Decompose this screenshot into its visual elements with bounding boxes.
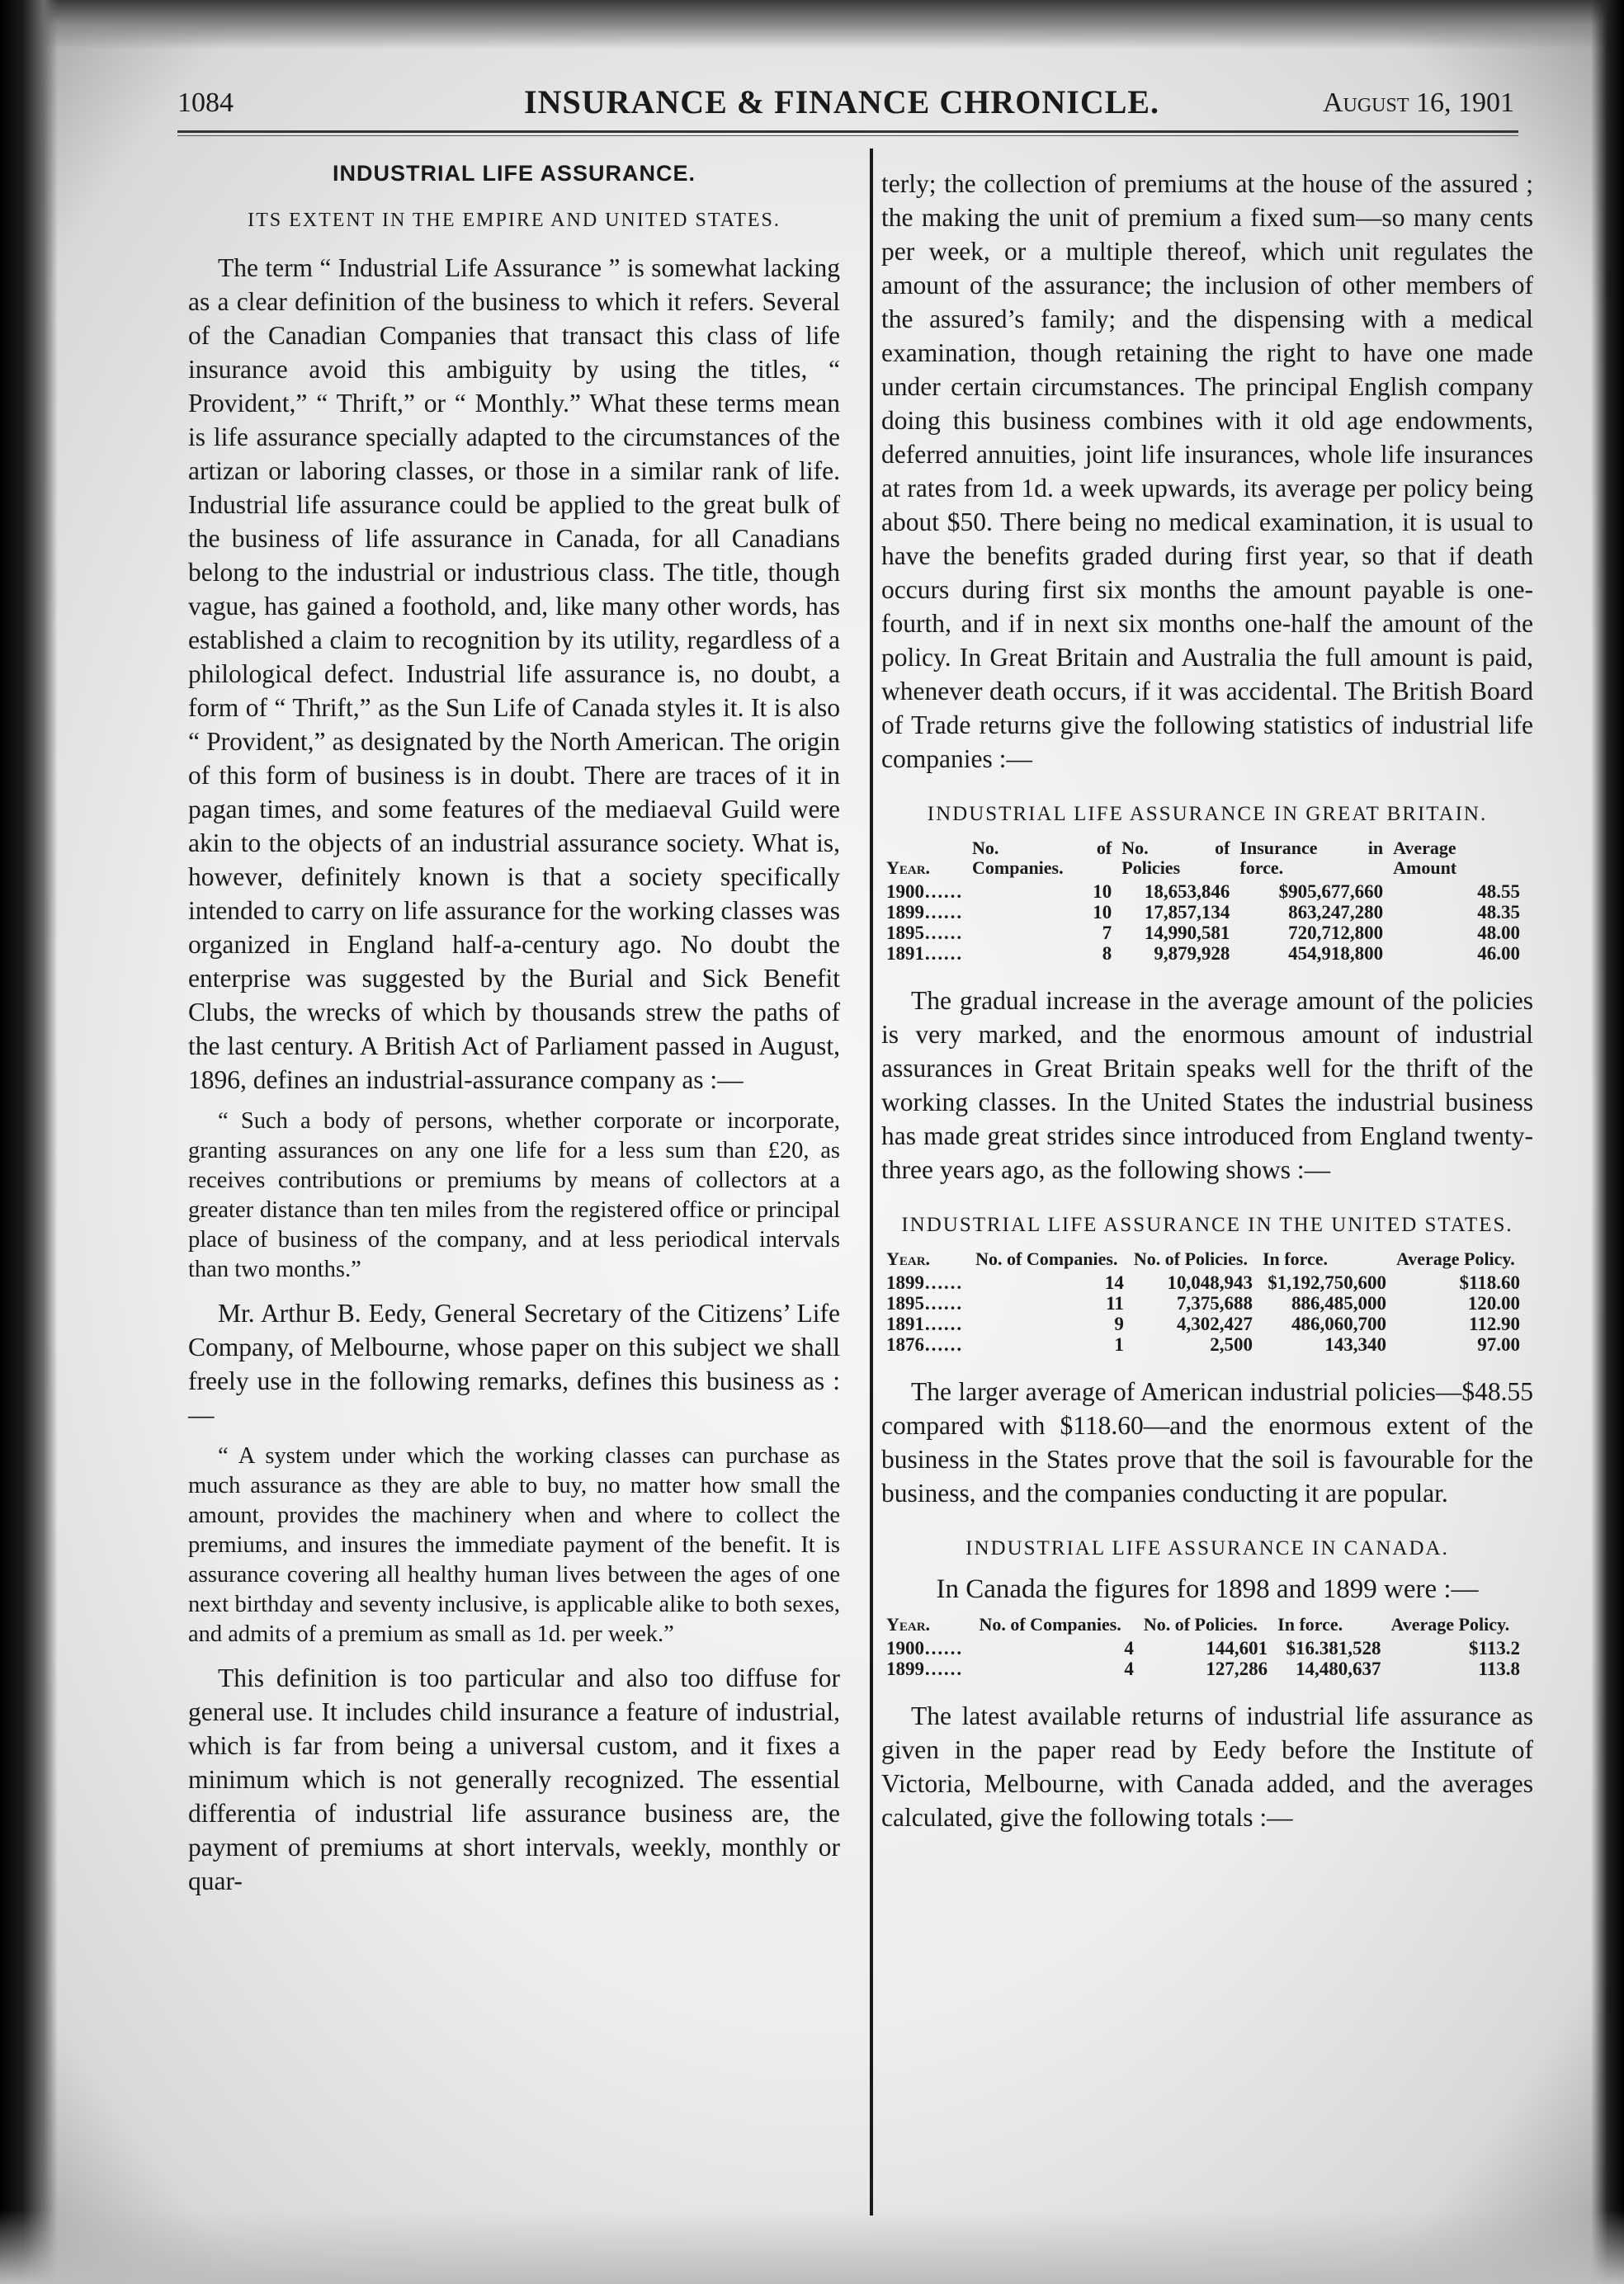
journal-title: INSURANCE & FINANCE CHRONICLE. — [524, 83, 1160, 120]
cell: 11 — [1106, 1293, 1124, 1314]
table-row — [881, 1293, 1525, 1314]
cell: 1895…… — [886, 923, 962, 943]
column-header: Average Policy. — [1395, 1248, 1515, 1269]
cell: 46.00 — [1477, 943, 1520, 964]
column-header: No. of Policies — [1121, 838, 1230, 878]
column-header: Year. — [886, 1614, 931, 1635]
table-title-canada: INDUSTRIAL LIFE ASSURANCE IN CANADA. — [965, 1537, 1449, 1560]
column-header: Year. — [886, 857, 931, 878]
cell: $905,677,660 — [1278, 881, 1384, 902]
cell: 97.00 — [1477, 1334, 1520, 1355]
cell: 4 — [1124, 1659, 1134, 1679]
column-header: No. of Companies. — [972, 838, 1112, 878]
cell: 1876…… — [886, 1334, 962, 1355]
cell: 127,286 — [1206, 1659, 1268, 1679]
column-header: In force. — [1277, 1614, 1343, 1635]
paragraph: Mr. Arthur B. Eedy, General Secretary of the Citizens’ Life Company, of Melbourne, whose paper on this subject we shall freely use in the following remarks, defines this business as :— — [188, 1299, 840, 1429]
cell: 48.35 — [1477, 902, 1520, 923]
cell: 7 — [1102, 923, 1112, 943]
cell: 454,918,800 — [1288, 943, 1384, 964]
cell: 14 — [1104, 1272, 1124, 1293]
cell: 4 — [1124, 1638, 1134, 1659]
article-subtitle: ITS EXTENT IN THE EMPIRE AND UNITED STATES. — [248, 210, 781, 231]
paragraph: The larger average of American industrial policies—$48.55 compared with $118.60—and the enormous extent of the business in the States prove that the soil is favourable for the business, and the companies conducting it are popular. — [881, 1377, 1533, 1508]
column-header: Average Policy. — [1390, 1614, 1510, 1635]
cell: 144,601 — [1206, 1638, 1268, 1659]
column-header: Average Amount — [1393, 838, 1457, 878]
cell: 48.00 — [1477, 923, 1520, 943]
cell: 10,048,943 — [1167, 1272, 1253, 1293]
column-header: No. of Companies. — [979, 1614, 1121, 1635]
paragraph: terly; the collection of premiums at the house of the assured ; the making the unit of premium a fixed sum—so many cents per week, or a multiple thereof, which unit regulates the amount of the assurance; the inclusion of other members of the assured’s family; and the dispensing with a medical examination, though retaining the right to have one made under certain circumstances. The principal English company doing this business combines with it old age endowments, deferred annuities, joint life insurances, whole life insurances at rates from 1d. a week upwards, its average per policy being about $50. There being no medical examination, it is usual to have the benefits graded during first year, so that if death occurs during first six months the amount payable is one-fourth, and if in next six months one-half the amount of the policy. In Great Britain and Australia the full amount is paid, whenever death occurs, if it was accidental. The British Board of Trade returns give the following statistics of industrial life companies :— — [881, 169, 1533, 773]
table-row — [881, 1638, 1525, 1659]
paragraph: This definition is too particular and also too diffuse for general use. It includes child insurance a feature of industrial, which is far from being a universal custom, and it fixes a minimum which is not generally recognized. The essential differentia of industrial life assurance business are, the payment of premiums at short intervals, weekly, monthly or quar- — [188, 1663, 840, 1895]
article-title: INDUSTRIAL LIFE ASSURANCE. — [332, 161, 696, 186]
column-header: No. of Companies. — [975, 1248, 1118, 1269]
table-header-row — [881, 838, 1525, 881]
column-header: No. of Policies. — [1133, 1248, 1248, 1269]
table-row — [881, 1314, 1525, 1334]
scan-shadow-top — [0, 0, 1624, 50]
table-lead-canada: In Canada the figures for 1898 and 1899 were :— — [936, 1574, 1479, 1604]
column-header: Insurance in force. — [1239, 838, 1384, 878]
column-header: In force. — [1262, 1248, 1328, 1269]
cell: 120.00 — [1467, 1293, 1520, 1314]
cell: 1900…… — [886, 1638, 962, 1659]
cell: 10 — [1093, 881, 1112, 902]
cell: $113.2 — [1469, 1638, 1520, 1659]
column-header: No. of Policies. — [1143, 1614, 1258, 1635]
cell: 1895…… — [886, 1293, 962, 1314]
cell: 113.8 — [1478, 1659, 1520, 1679]
table-great-britain — [881, 838, 1525, 964]
issue-date: August 16, 1901 — [1322, 87, 1514, 118]
table-header-row — [881, 1249, 1525, 1272]
cell: 1899…… — [886, 1659, 962, 1679]
column-header: Year. — [886, 1248, 931, 1269]
cell: 9,879,928 — [1154, 943, 1230, 964]
scan-shadow-bottom — [0, 2210, 1624, 2284]
cell: 9 — [1114, 1314, 1124, 1334]
table-row — [881, 923, 1525, 943]
cell: $118.60 — [1459, 1272, 1520, 1293]
table-header-row — [881, 1615, 1525, 1638]
cell: 486,060,700 — [1291, 1314, 1386, 1334]
running-head — [177, 83, 1514, 132]
cell: 7,375,688 — [1176, 1293, 1253, 1314]
cell: 18,653,846 — [1144, 881, 1230, 902]
cell: 10 — [1093, 902, 1112, 923]
paragraph: The term “ Industrial Life Assurance ” is somewhat lacking as a clear definition of the business to which it refers. Several of the Canadian Companies that transact this class of life insurance avoid this ambiguity by using the titles, “ Provident,” “ Thrift,” or “ Monthly.” What these terms mean is life assurance specially adapted to the circumstances of the artizan or laboring classes, or those in a similar rank of life. Industrial life assurance could be applied to the great bulk of the business of life assurance in Canada, for all Canadians belong to the industrial or industrious class. The title, though vague, has gained a foothold, and, like many other words, has established a claim to recognition by its utility, regardless of a philological defect. Industrial life assurance is, no doubt, a form of “ Thrift,” as the Sun Life of Canada styles it. It is also “ Provident,” as designated by the North American. The origin of this form of business is in doubt. There are traces of it in pagan times, and some features of the mediaeval Guild were akin to the objects of an industrial assurance society. What is, however, definitely known is that a society specifically intended to carry on life assurance for the working classes was organized in England half-a-century ago. No doubt the enterprise was suggested by the Burial and Sick Benefit Clubs, the wrecks of which by thousands strew the paths of the last century. A British Act of Parliament passed in August, 1896, defines an industrial-assurance company as :— — [188, 253, 840, 1094]
paragraph: The gradual increase in the average amount of the policies is very marked, and the enormous amount of industrial assurances in Great Britain speaks well for the thrift of the working classes. In the United States the industrial business has made great strides since introduced from England twenty-three years ago, as the following shows :— — [881, 986, 1533, 1184]
table-row — [881, 1334, 1525, 1355]
cell: 17,857,134 — [1144, 902, 1230, 923]
cell: 1891…… — [886, 1314, 962, 1334]
cell: 1900…… — [886, 881, 962, 902]
table-row — [881, 902, 1525, 923]
cell: 1 — [1114, 1334, 1124, 1355]
cell: 48.55 — [1477, 881, 1520, 902]
paragraph: The latest available returns of industrial life assurance as given in the paper read by Eedy before the Institute of Victoria, Melbourne, with Canada added, and the averages calculated, give the following totals :— — [881, 1701, 1533, 1832]
table-canada — [881, 1615, 1525, 1679]
column-rule — [870, 149, 873, 2216]
table-row — [881, 1659, 1525, 1679]
left-column — [188, 157, 840, 1908]
cell: 2,500 — [1210, 1334, 1253, 1355]
quote-text: “ Such a body of persons, whether corporate or incorporate, granting assurances on any one life for a less sum than £20, as receives contributions or premiums by means of collectors at a greater distance than ten miles from the registered office or principal place of business of the company, and at less periodical intervals than two months.” — [188, 1108, 840, 1282]
cell: 886,485,000 — [1291, 1293, 1386, 1314]
quote-text: “ A system under which the working classes can purchase as much assurance as they are able to buy, no matter how small the amount, provides the machinery when and where to collect the premiums, and insures the immediate payment of the benefit. It is assurance covering all healthy human lives between the ages of one next birthday and seventy inclusive, is applicable alike to both sexes, and admits of a premium as small as 1d. per week.” — [188, 1443, 840, 1647]
cell: 1899…… — [886, 1272, 962, 1293]
page-number: 1084 — [177, 87, 234, 118]
block-quote — [188, 1107, 840, 1285]
table-row — [881, 881, 1525, 902]
cell: $16.381,528 — [1286, 1638, 1381, 1659]
cell: 14,480,637 — [1296, 1659, 1381, 1679]
cell: 4,302,427 — [1176, 1314, 1253, 1334]
table-title-united-states: INDUSTRIAL LIFE ASSURANCE IN THE UNITED STATES. — [901, 1214, 1513, 1236]
table-row — [881, 1272, 1525, 1293]
table-title-great-britain: INDUSTRIAL LIFE ASSURANCE IN GREAT BRITAIN. — [927, 803, 1488, 825]
cell: 112.90 — [1469, 1314, 1520, 1334]
cell: 14,990,581 — [1144, 923, 1230, 943]
cell: 143,340 — [1324, 1334, 1386, 1355]
header-rule — [177, 130, 1518, 136]
cell: 863,247,280 — [1288, 902, 1384, 923]
scan-shadow-right — [1591, 0, 1624, 2284]
table-united-states — [881, 1249, 1525, 1355]
table-row — [881, 943, 1525, 964]
cell: 1891…… — [886, 943, 962, 964]
block-quote — [188, 1442, 840, 1649]
cell: 8 — [1102, 943, 1112, 964]
cell: 1899…… — [886, 902, 962, 923]
scan-shadow-left — [0, 0, 58, 2284]
right-column — [881, 167, 1533, 1844]
cell: 720,712,800 — [1288, 923, 1384, 943]
cell: $1,192,750,600 — [1268, 1272, 1386, 1293]
